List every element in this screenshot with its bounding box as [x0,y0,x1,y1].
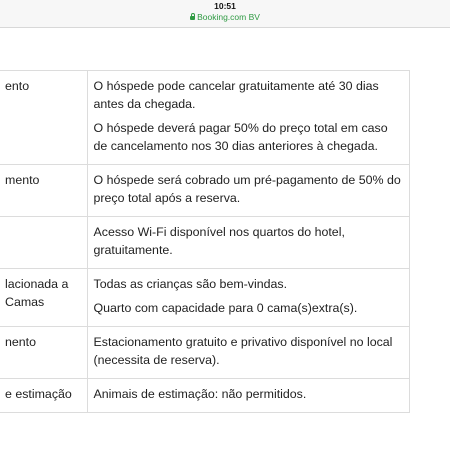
rule-value [87,217,409,269]
rule-value [87,327,409,379]
table-row [0,165,410,217]
rule-label [0,327,87,379]
rule-text: Animais de estimação: não permitidos. [93,387,307,401]
rule-text: Quarto com capacidade para 0 cama(s)extra(s). [93,301,358,315]
rule-label [0,379,87,413]
rule-text: Todas as crianças são bem-vindas. [93,277,288,291]
browser-status-bar [0,0,450,28]
address-bar[interactable] [0,12,450,22]
table-row [0,217,410,269]
house-rules-table [0,70,410,413]
rule-label-text: ento [5,79,30,93]
rule-label-text: mento [5,173,40,187]
rule-text: O hóspede será cobrado um pré-pagamento de 50% do preço total após a reserva. [93,173,401,205]
rule-text: Estacionamento gratuito e privativo disponível no local (necessita de reserva). [93,335,393,367]
rule-value [87,379,409,413]
rule-label-text: lacionada a Camas [5,277,69,309]
lock-icon [190,16,195,20]
rule-text: O hóspede deverá pagar 50% do preço total em caso de cancelamento nos 30 dias anteriores à chegada. [93,121,388,153]
table-row [0,379,410,413]
table-row [0,327,410,379]
rule-label [0,217,87,269]
status-time: 10:51 [214,1,236,11]
rule-label [0,269,87,327]
rule-label [0,165,87,217]
rule-value [87,71,409,165]
rule-value [87,269,409,327]
rule-value [87,165,409,217]
table-row [0,71,410,165]
rule-text: Acesso Wi-Fi disponível nos quartos do hotel, gratuitamente. [93,225,345,257]
table-row [0,269,410,327]
url-text[interactable]: Booking.com BV [197,12,260,22]
rule-label-text: e estimação [5,387,72,401]
rule-label-text: nento [5,335,37,349]
rule-text: O hóspede pode cancelar gratuitamente até 30 dias antes da chegada. [93,79,379,111]
rule-label [0,71,87,165]
